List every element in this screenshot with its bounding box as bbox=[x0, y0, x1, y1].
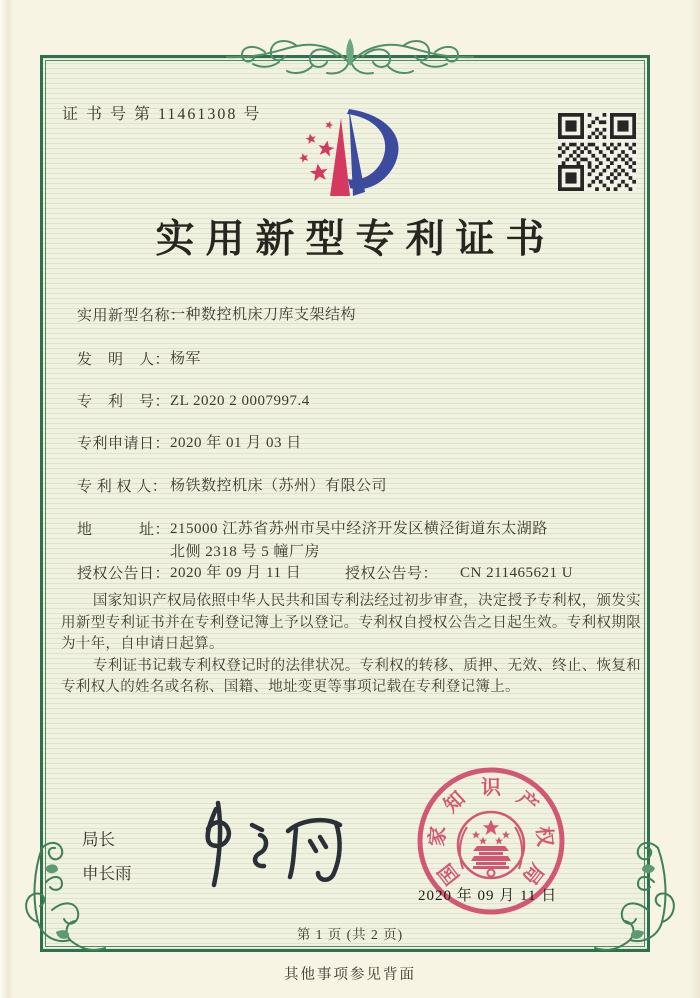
field-label: 专 利 权 人： bbox=[77, 479, 168, 495]
grant-number-label: 授权公告号： bbox=[345, 566, 439, 582]
field-value: 杨军 bbox=[170, 351, 202, 367]
grant-number-value: CN 211465621 U bbox=[460, 565, 574, 581]
field-label: 专 利 号： bbox=[77, 394, 171, 410]
grant-date-label: 授权公告日： bbox=[77, 566, 171, 582]
director-signature-icon bbox=[188, 797, 358, 892]
grant-date-value: 2020 年 09 月 11 日 bbox=[170, 565, 302, 581]
cnipa-logo-icon bbox=[292, 106, 412, 204]
svg-text:权: 权 bbox=[531, 825, 556, 848]
svg-text:产: 产 bbox=[512, 787, 542, 818]
director-name: 申长雨 bbox=[82, 864, 132, 883]
field-label: 实用新型名称： bbox=[77, 308, 186, 324]
body-paragraph-2: 专利证书记载专利权登记时的法律状况。专利权的转移、质押、无效、终止、恢复和专利权人的姓名或名称、国籍、地址变更等事项记载在专利登记簿上。 bbox=[61, 657, 641, 695]
field-row-patent-number bbox=[77, 390, 310, 411]
field-label: 地 址： bbox=[77, 522, 171, 538]
field-label: 专利申请日： bbox=[77, 436, 171, 452]
svg-text:识: 识 bbox=[481, 777, 501, 799]
top-border-ornament-icon bbox=[225, 30, 475, 82]
address-line-1: 215000 江苏省苏州市吴中经济开发区横泾街道东太湖路 bbox=[170, 521, 548, 537]
address-line-2: 北侧 2318 号 5 幢厂房 bbox=[170, 544, 321, 560]
field-value: 一种数控机床刀库支架结构 bbox=[170, 307, 357, 323]
bottom-right-corner-ornament-icon bbox=[593, 838, 688, 963]
seal-date: 2020 年 09 月 11 日 bbox=[418, 888, 558, 904]
field-value: ZL 2020 2 0007997.4 bbox=[170, 393, 310, 409]
certificate-number: 证 书 号 第 11461308 号 bbox=[62, 106, 262, 123]
field-row-grant bbox=[77, 562, 574, 583]
svg-text:知: 知 bbox=[440, 787, 470, 818]
svg-text:国: 国 bbox=[434, 858, 465, 889]
field-row-patentee bbox=[77, 475, 388, 496]
field-label: 发 明 人： bbox=[77, 352, 171, 368]
director-title: 局长 bbox=[82, 830, 115, 849]
field-row-filing-date bbox=[77, 432, 302, 453]
page-indicator: 第 1 页 (共 2 页) bbox=[296, 927, 404, 942]
qr-code bbox=[558, 113, 636, 191]
field-value: 杨铁数控机床（苏州）有限公司 bbox=[170, 478, 388, 494]
national-emblem-icon bbox=[458, 812, 524, 878]
certificate-body bbox=[61, 591, 641, 699]
field-row-address bbox=[77, 518, 548, 560]
field-row-inventor bbox=[77, 348, 202, 369]
field-value bbox=[170, 518, 548, 564]
field-row-name bbox=[77, 304, 357, 325]
scan-right-edge bbox=[690, 0, 700, 998]
certificate-title: 实用新型专利证书 bbox=[155, 218, 556, 261]
signatory-block bbox=[82, 826, 132, 884]
field-value: 2020 年 01 月 03 日 bbox=[170, 435, 302, 451]
body-paragraph-1: 国家知识产权局依照中华人民共和国专利法经过初步审查，决定授予专利权，颁发实用新型专利证书并在专利登记簿上予以登记。专利权自授权公告之日起生效。专利权期限为十年，自申请日起算。 bbox=[61, 593, 641, 652]
back-side-note: 其他事项参见背面 bbox=[284, 967, 416, 983]
svg-text:家: 家 bbox=[426, 825, 451, 848]
svg-text:局: 局 bbox=[517, 858, 548, 889]
